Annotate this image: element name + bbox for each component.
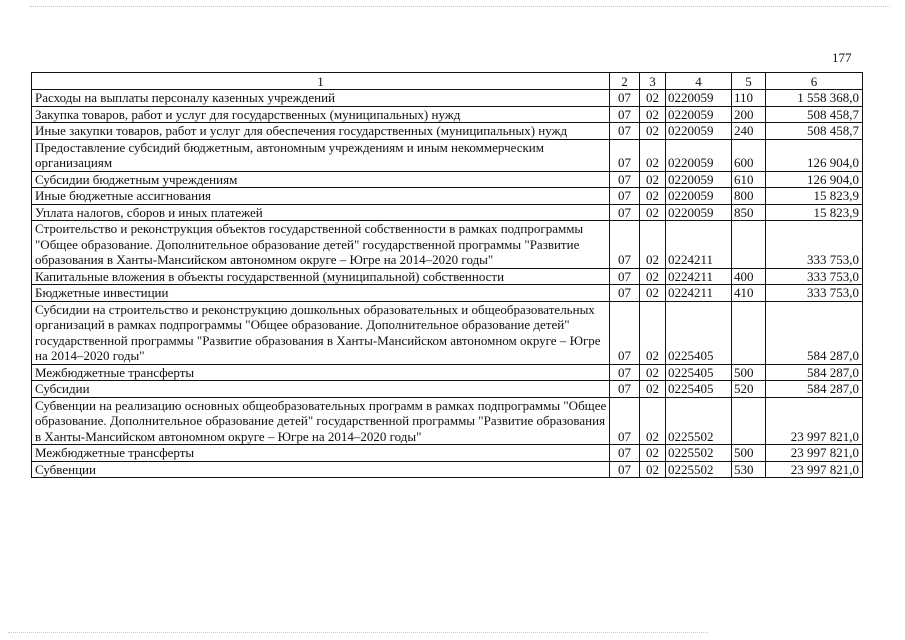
subsection-code-cell: 02 [640,268,666,285]
table-row [32,204,863,221]
expense-type-cell: 410 [732,285,766,302]
target-article-cell: 0220059 [666,204,732,221]
table-row [32,139,863,171]
item-name-cell: Межбюджетные трансферты [32,364,610,381]
subsection-code-cell: 02 [640,221,666,269]
table-body [32,73,863,478]
amount-cell: 23 997 821,0 [766,461,863,478]
expense-type-cell [732,221,766,269]
expense-type-cell: 610 [732,171,766,188]
section-code-cell: 07 [610,364,640,381]
table-row [32,106,863,123]
amount-cell: 584 287,0 [766,301,863,364]
table-row [32,397,863,445]
scan-artifact-top [30,6,890,7]
amount-cell: 584 287,0 [766,381,863,398]
section-code-cell: 07 [610,188,640,205]
amount-cell: 23 997 821,0 [766,445,863,462]
column-header: 6 [766,73,863,90]
column-header: 5 [732,73,766,90]
subsection-code-cell: 02 [640,397,666,445]
section-code-cell: 07 [610,139,640,171]
item-name-cell: Субсидии бюджетным учреждениям [32,171,610,188]
target-article-cell: 0225502 [666,461,732,478]
amount-cell: 23 997 821,0 [766,397,863,445]
amount-cell: 508 458,7 [766,123,863,140]
table-row [32,268,863,285]
expense-type-cell: 200 [732,106,766,123]
target-article-cell: 0224211 [666,221,732,269]
section-code-cell: 07 [610,171,640,188]
subsection-code-cell: 02 [640,123,666,140]
section-code-cell: 07 [610,106,640,123]
item-name-cell: Предоставление субсидий бюджетным, автономным учреждениям и иным некоммерческим организациям [32,139,610,171]
subsection-code-cell: 02 [640,445,666,462]
expense-type-cell: 600 [732,139,766,171]
expense-type-cell: 520 [732,381,766,398]
subsection-code-cell: 02 [640,204,666,221]
subsection-code-cell: 02 [640,90,666,107]
item-name-cell: Субвенции [32,461,610,478]
target-article-cell: 0224211 [666,285,732,302]
expense-type-cell: 110 [732,90,766,107]
page-number: 177 [832,50,852,65]
target-article-cell: 0220059 [666,90,732,107]
amount-cell: 126 904,0 [766,171,863,188]
item-name-cell: Уплата налогов, сборов и иных платежей [32,204,610,221]
amount-cell: 333 753,0 [766,221,863,269]
subsection-code-cell: 02 [640,461,666,478]
amount-cell: 508 458,7 [766,106,863,123]
target-article-cell: 0225502 [666,445,732,462]
expense-type-cell: 240 [732,123,766,140]
item-name-cell: Капитальные вложения в объекты государственной (муниципальной) собственности [32,268,610,285]
amount-cell: 1 558 368,0 [766,90,863,107]
amount-cell: 15 823,9 [766,204,863,221]
table-row [32,301,863,364]
item-name-cell: Иные бюджетные ассигнования [32,188,610,205]
target-article-cell: 0220059 [666,139,732,171]
target-article-cell: 0225405 [666,301,732,364]
section-code-cell: 07 [610,461,640,478]
target-article-cell: 0224211 [666,268,732,285]
expense-type-cell: 530 [732,461,766,478]
subsection-code-cell: 02 [640,188,666,205]
expense-type-cell: 400 [732,268,766,285]
column-header: 4 [666,73,732,90]
amount-cell: 15 823,9 [766,188,863,205]
table-row [32,381,863,398]
table-row [32,221,863,269]
table-row [32,90,863,107]
table-row [32,171,863,188]
subsection-code-cell: 02 [640,171,666,188]
expense-type-cell: 500 [732,364,766,381]
item-name-cell: Субсидии [32,381,610,398]
section-code-cell: 07 [610,204,640,221]
amount-cell: 333 753,0 [766,268,863,285]
item-name-cell: Субвенции на реализацию основных общеобразовательных программ в рамках подпрограммы "Общее образование. Дополнительное образование детей" государственной программы "Развитие образования в Ханты-Мансийском автономном округе – Югре на 2014–2020 годы" [32,397,610,445]
section-code-cell: 07 [610,221,640,269]
expense-type-cell: 800 [732,188,766,205]
section-code-cell: 07 [610,285,640,302]
table-header-row [32,73,863,90]
amount-cell: 333 753,0 [766,285,863,302]
item-name-cell: Строительство и реконструкция объектов государственной собственности в рамках подпрограммы "Общее образование. Дополнительное образование детей" государственной программы "Развитие образования в Ханты-Мансийском автономном округе – Югре на 2014–2020 годы" [32,221,610,269]
table-row [32,188,863,205]
column-header: 2 [610,73,640,90]
subsection-code-cell: 02 [640,139,666,171]
target-article-cell: 0220059 [666,123,732,140]
section-code-cell: 07 [610,381,640,398]
table-row [32,364,863,381]
item-name-cell: Закупка товаров, работ и услуг для государственных (муниципальных) нужд [32,106,610,123]
column-header: 1 [32,73,610,90]
scan-artifact-bottom [8,632,708,633]
target-article-cell: 0225405 [666,364,732,381]
item-name-cell: Бюджетные инвестиции [32,285,610,302]
subsection-code-cell: 02 [640,381,666,398]
item-name-cell: Расходы на выплаты персоналу казенных учреждений [32,90,610,107]
table-row [32,461,863,478]
expense-type-cell [732,397,766,445]
expense-type-cell: 850 [732,204,766,221]
section-code-cell: 07 [610,445,640,462]
target-article-cell: 0225405 [666,381,732,398]
column-header: 3 [640,73,666,90]
expense-type-cell: 500 [732,445,766,462]
budget-table [31,72,863,478]
amount-cell: 126 904,0 [766,139,863,171]
expense-type-cell [732,301,766,364]
amount-cell: 584 287,0 [766,364,863,381]
target-article-cell: 0220059 [666,106,732,123]
subsection-code-cell: 02 [640,301,666,364]
subsection-code-cell: 02 [640,285,666,302]
section-code-cell: 07 [610,90,640,107]
section-code-cell: 07 [610,123,640,140]
section-code-cell: 07 [610,301,640,364]
target-article-cell: 0225502 [666,397,732,445]
subsection-code-cell: 02 [640,364,666,381]
item-name-cell: Иные закупки товаров, работ и услуг для обеспечения государственных (муниципальных) нужд [32,123,610,140]
subsection-code-cell: 02 [640,106,666,123]
target-article-cell: 0220059 [666,171,732,188]
target-article-cell: 0220059 [666,188,732,205]
item-name-cell: Субсидии на строительство и реконструкцию дошкольных образовательных и общеобразовательных организаций в рамках подпрограммы "Общее образование. Дополнительное образование детей" государственной программы "Развитие образования в Ханты-Мансийском автономном округе – Югре на 2014–2020 годы" [32,301,610,364]
table-row [32,123,863,140]
table-row [32,285,863,302]
section-code-cell: 07 [610,268,640,285]
section-code-cell: 07 [610,397,640,445]
item-name-cell: Межбюджетные трансферты [32,445,610,462]
table-row [32,445,863,462]
